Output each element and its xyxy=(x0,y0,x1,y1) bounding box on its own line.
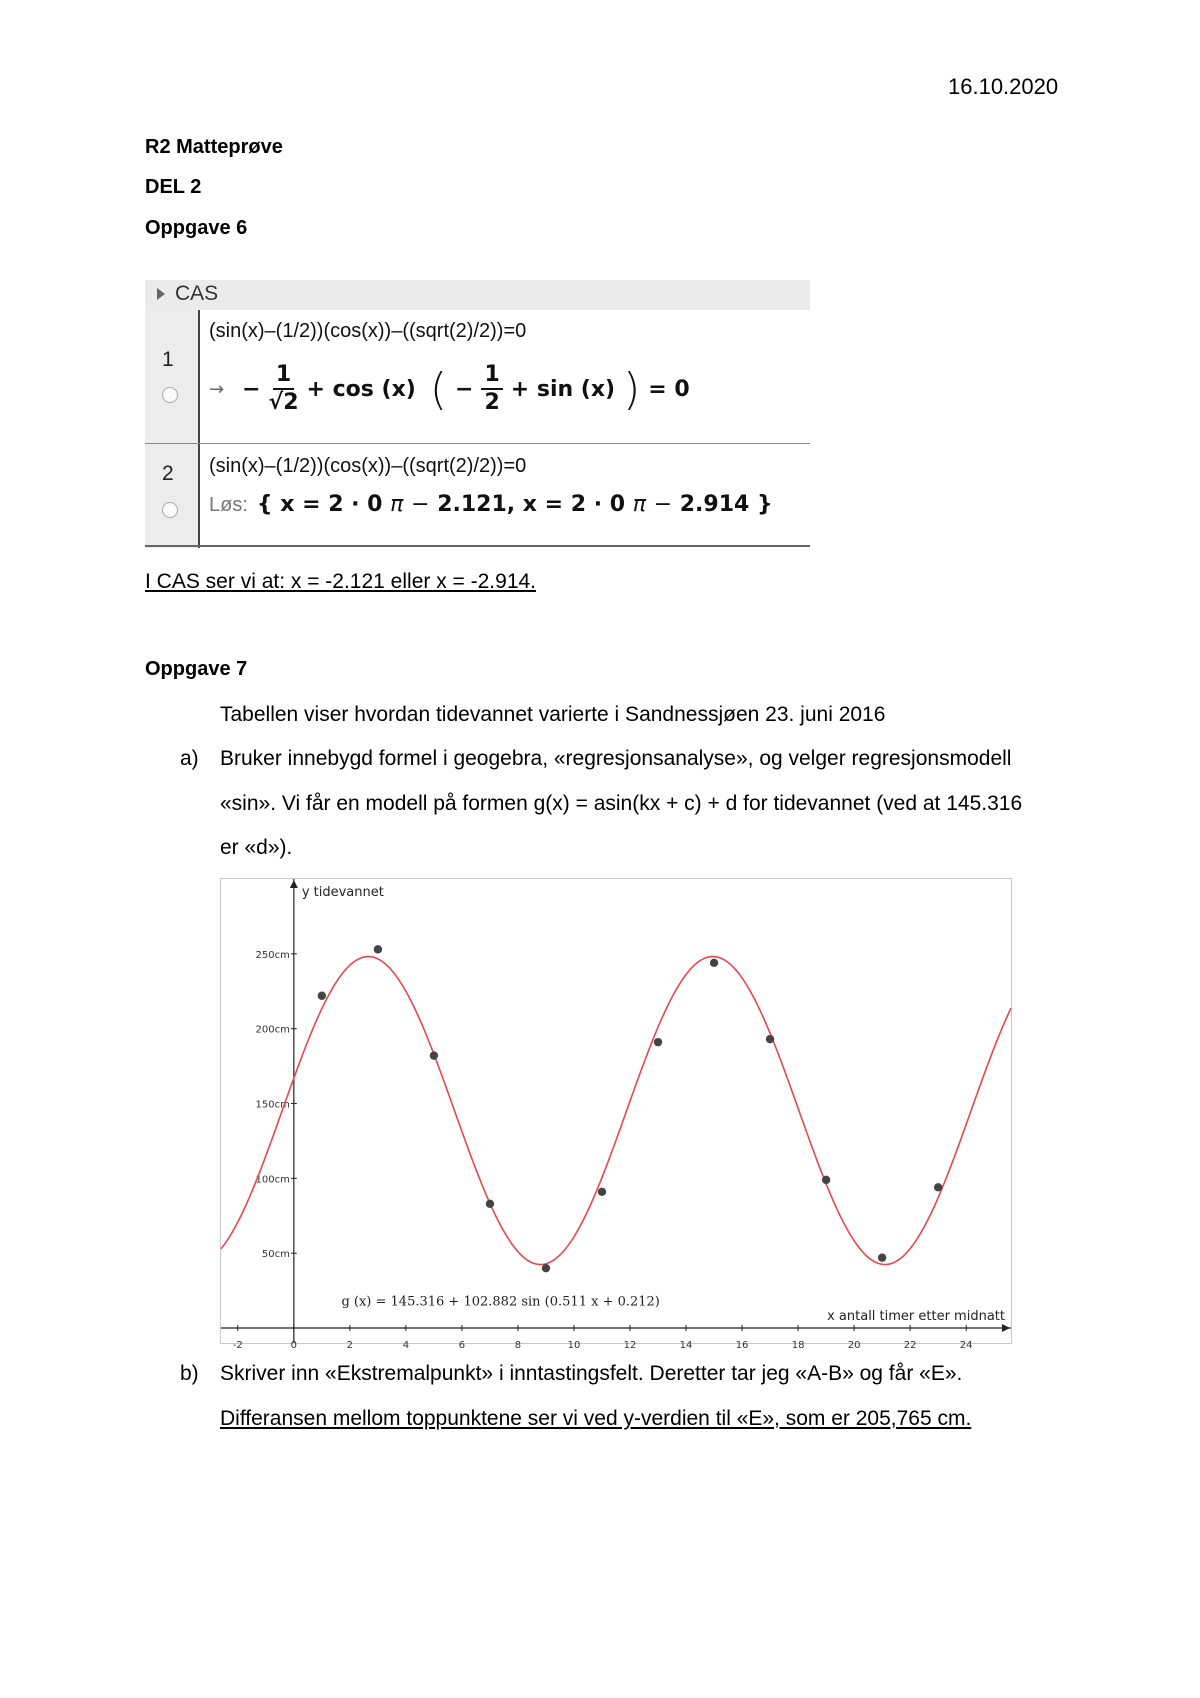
regression-curve xyxy=(221,957,1011,1265)
set-close-brace: } xyxy=(757,492,773,517)
y-axis-label: y tidevannet xyxy=(301,885,384,900)
part-heading: DEL 2 xyxy=(145,176,202,198)
solution-set xyxy=(257,492,773,517)
x-tick-label: 16 xyxy=(735,1340,749,1352)
task7-a-line: «sin». Vi får en modell på formen g(x) = asin(kx + c) + d for tidevannet (ved at 145.316 xyxy=(220,792,1023,815)
close-paren: ) xyxy=(623,363,641,415)
open-paren: ( xyxy=(429,363,447,415)
y-tick-label: 200cm xyxy=(255,1024,290,1036)
x-tick-label: 2 xyxy=(346,1340,354,1352)
task6-heading: Oppgave 6 xyxy=(145,217,248,239)
data-point xyxy=(318,992,326,1000)
minus-sign: − xyxy=(242,376,261,402)
x-tick-label: 20 xyxy=(847,1340,861,1352)
y-tick-label: 100cm xyxy=(255,1174,290,1186)
cas-output-1 xyxy=(209,362,690,417)
task7-a-line: er «d»). xyxy=(220,836,293,859)
cas-panel-header[interactable] xyxy=(145,280,810,310)
x-tick-label: 24 xyxy=(959,1340,973,1352)
data-point xyxy=(766,1035,774,1043)
expand-triangle-icon[interactable] xyxy=(157,288,165,300)
minus-sign: − xyxy=(411,492,430,517)
cas-row-radio[interactable] xyxy=(162,387,178,403)
fraction-denominator: √2 xyxy=(268,390,299,416)
y-tick-label: 150cm xyxy=(255,1099,290,1111)
x-tick-label: 14 xyxy=(679,1340,693,1352)
x-axis-label: x antall timer etter midnatt xyxy=(827,1309,1005,1325)
list-label-b: b) xyxy=(180,1362,199,1385)
x-tick-label: 8 xyxy=(514,1340,522,1352)
x-tick-label: 0 xyxy=(290,1340,298,1352)
cas-divider xyxy=(198,310,200,548)
y-tick-label: 50cm xyxy=(261,1249,290,1261)
data-point xyxy=(486,1200,494,1208)
data-point xyxy=(654,1038,662,1046)
x-tick-label: 18 xyxy=(791,1340,805,1352)
minus-sign: − xyxy=(455,376,474,402)
task7-b-line: Skriver inn «Ekstremalpunkt» i inntastingsfelt. Deretter tar jeg «A-B» og får «E». xyxy=(220,1362,963,1385)
x-tick-label: 10 xyxy=(567,1340,581,1352)
x-tick-label: 22 xyxy=(903,1340,917,1352)
arrow-icon: → xyxy=(209,378,225,400)
list-label-a: a) xyxy=(180,747,199,770)
fraction-numerator: 1 xyxy=(481,362,502,390)
data-point xyxy=(822,1176,830,1184)
fraction-denominator: 2 xyxy=(484,390,500,416)
task7-heading: Oppgave 7 xyxy=(145,658,248,680)
data-point xyxy=(430,1051,438,1059)
solution-part: 2.121, x = 2 · 0 xyxy=(437,492,626,517)
data-point xyxy=(374,945,382,953)
chart-canvas xyxy=(221,879,1011,1352)
cas-input-1[interactable]: (sin(x)–(1/2))(cos(x))–((sqrt(2)/2))=0 xyxy=(209,320,527,342)
cas-panel-label: CAS xyxy=(175,282,219,305)
sin-term: + sin (x) xyxy=(510,376,616,402)
x-tick-label: 12 xyxy=(623,1340,637,1352)
equals-zero: = 0 xyxy=(648,376,690,402)
solve-label: Løs: xyxy=(209,494,248,516)
pi-symbol: π xyxy=(390,492,404,517)
y-axis-arrow-icon xyxy=(290,880,298,888)
fraction-numerator: 1 xyxy=(273,362,294,390)
solution-part: 2.914 xyxy=(679,492,750,517)
task7-a-line: Bruker innebygd formel i geogebra, «regresjonsanalyse», og velger regresjonsmodell xyxy=(220,747,1012,770)
document-date: 16.10.2020 xyxy=(948,74,1059,99)
data-point xyxy=(934,1183,942,1191)
regression-chart xyxy=(220,878,1012,1352)
task7-b-conclusion: Differansen mellom toppunktene ser vi ved y-verdien til «E», som er 205,765 cm. xyxy=(220,1407,972,1430)
data-point xyxy=(710,959,718,967)
document-title: R2 Matteprøve xyxy=(145,136,283,158)
x-tick-label: 4 xyxy=(402,1340,410,1352)
data-point xyxy=(598,1188,606,1196)
set-open-brace: { xyxy=(256,492,273,517)
y-tick-label: 250cm xyxy=(255,949,290,961)
cas-output-2 xyxy=(209,492,773,517)
data-point xyxy=(542,1264,550,1272)
cos-term: + cos (x) xyxy=(306,376,416,402)
fraction-one-over-sqrt2 xyxy=(269,362,299,417)
cas-row-number: 2 xyxy=(162,462,174,485)
cas-row-separator xyxy=(145,443,810,444)
cas-row-number: 1 xyxy=(162,348,174,371)
x-tick-label: -2 xyxy=(232,1340,243,1352)
task7-intro: Tabellen viser hvordan tidevannet varierte i Sandnessjøen 23. juni 2016 xyxy=(220,703,886,726)
x-axis-arrow-icon xyxy=(1002,1324,1010,1332)
pi-symbol: π xyxy=(632,492,646,517)
formula-label: g (x) = 145.316 + 102.882 sin (0.511 x + 0.212) xyxy=(341,1294,660,1310)
solution-part: x = 2 · 0 xyxy=(280,492,383,517)
fraction-one-half xyxy=(481,362,502,417)
data-point xyxy=(878,1253,886,1261)
x-tick-label: 6 xyxy=(458,1340,466,1352)
task6-conclusion: I CAS ser vi at: x = -2.121 eller x = -2.914. xyxy=(145,570,537,593)
cas-input-2[interactable]: (sin(x)–(1/2))(cos(x))–((sqrt(2)/2))=0 xyxy=(209,455,527,477)
cas-panel xyxy=(145,280,810,548)
cas-bottom-border xyxy=(145,545,810,547)
minus-sign: − xyxy=(653,492,673,517)
cas-row-radio[interactable] xyxy=(162,502,178,518)
